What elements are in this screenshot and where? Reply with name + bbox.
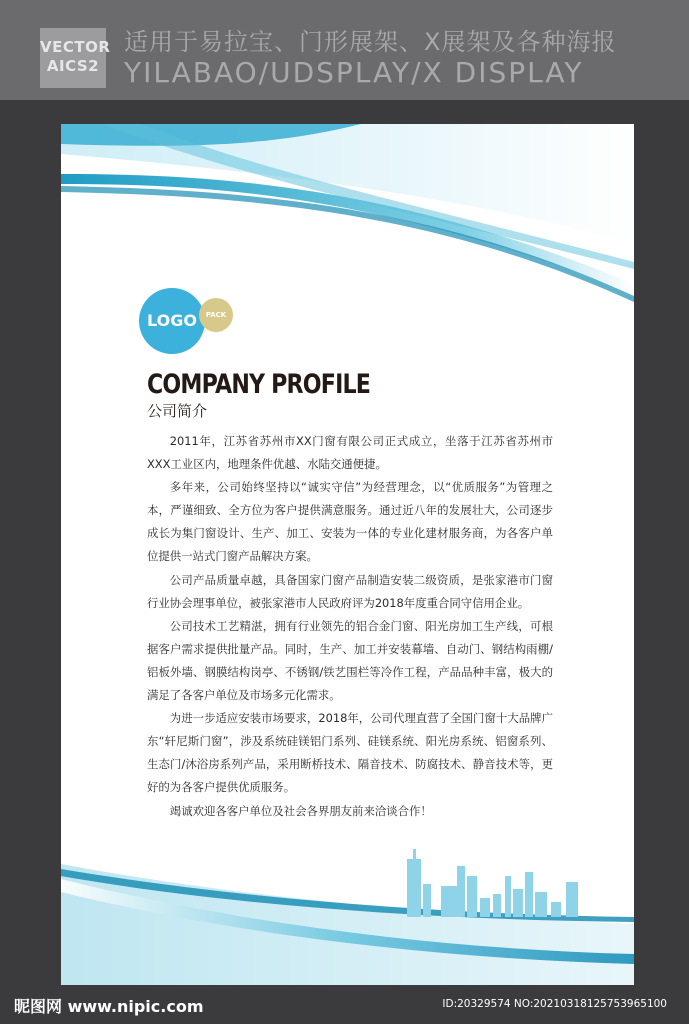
logo-circle: LOGO [139,288,205,354]
logo-pack-circle: PACK [199,298,233,332]
profile-paragraph: 多年来，公司始终坚持以“诚实守信”为经营理念，以“优质服务”为管理之本，严谨细致、全方位为客户提供满意服务。通过近八年的发展壮大，公司逐步成长为集门窗设计、生产、加工、安装为一体的专业化建材服务商，为各客户单位提供一站式门窗产品解决方案。 [147,480,553,564]
watermark-site: 昵图网 www.nipic.com [14,997,204,1016]
poster-page [61,124,634,985]
profile-paragraph: 公司产品质量卓越，具备国家门窗产品制造安装二级资质，是张家港市门窗行业协会理事单位，被张家港市人民政府评为2018年度重合同守信用企业。 [147,572,553,610]
profile-paragraph: 公司技术工艺精湛，拥有行业领先的铝合金门窗、阳光房加工生产线，可根据客户需求提供批量产品。同时，生产、加工并安装幕墙、自动门、钢结构雨棚/铝板外墙、钢膜结构岗亭、不锈钢/铁艺围栏等冷作工程，产品品种丰富，极大的满足了各客户单位及市场多元化需求。 [147,618,553,703]
profile-subtitle: 公司简介 [147,402,208,420]
banner-title-cn: 适用于易拉宝、门形展架、X展架及各种海报 [124,28,617,56]
profile-title: COMPANY PROFILE [147,369,371,400]
watermark-id: ID:20329574 NO:20210318125753965100 [442,998,667,1010]
city-skyline-icon [407,849,578,917]
profile-paragraph: 为进一步适应安装市场要求，2018年，公司代理直营了全国门窗十大品牌广东“轩尼斯门窗”，涉及系统硅镁铝门系列、硅镁系统、阳光房系统、铝窗系列、生态门/沐浴房系列产品，采用断桥技术、隔音技术、防腐技术、静音技术等，更好的为各客户提供优质服务。 [147,711,553,795]
badge-line-vector: VECTOR [40,38,111,56]
profile-body [147,430,553,823]
profile-paragraph: 2011年，江苏省苏州市XX门窗有限公司正式成立，坐落于江苏省苏州市XXX工业区内，地理条件优越、水陆交通便捷。 [147,434,553,472]
vector-badge [40,28,111,88]
top-banner [0,0,689,100]
badge-line-aics2: AICS2 [46,57,100,75]
banner-title-en: YILABAO/UDSPLAY/X DISPLAY [124,56,584,89]
profile-paragraph: 竭诚欢迎各客户单位及社会各界朋友前来洽谈合作！ [169,803,432,818]
